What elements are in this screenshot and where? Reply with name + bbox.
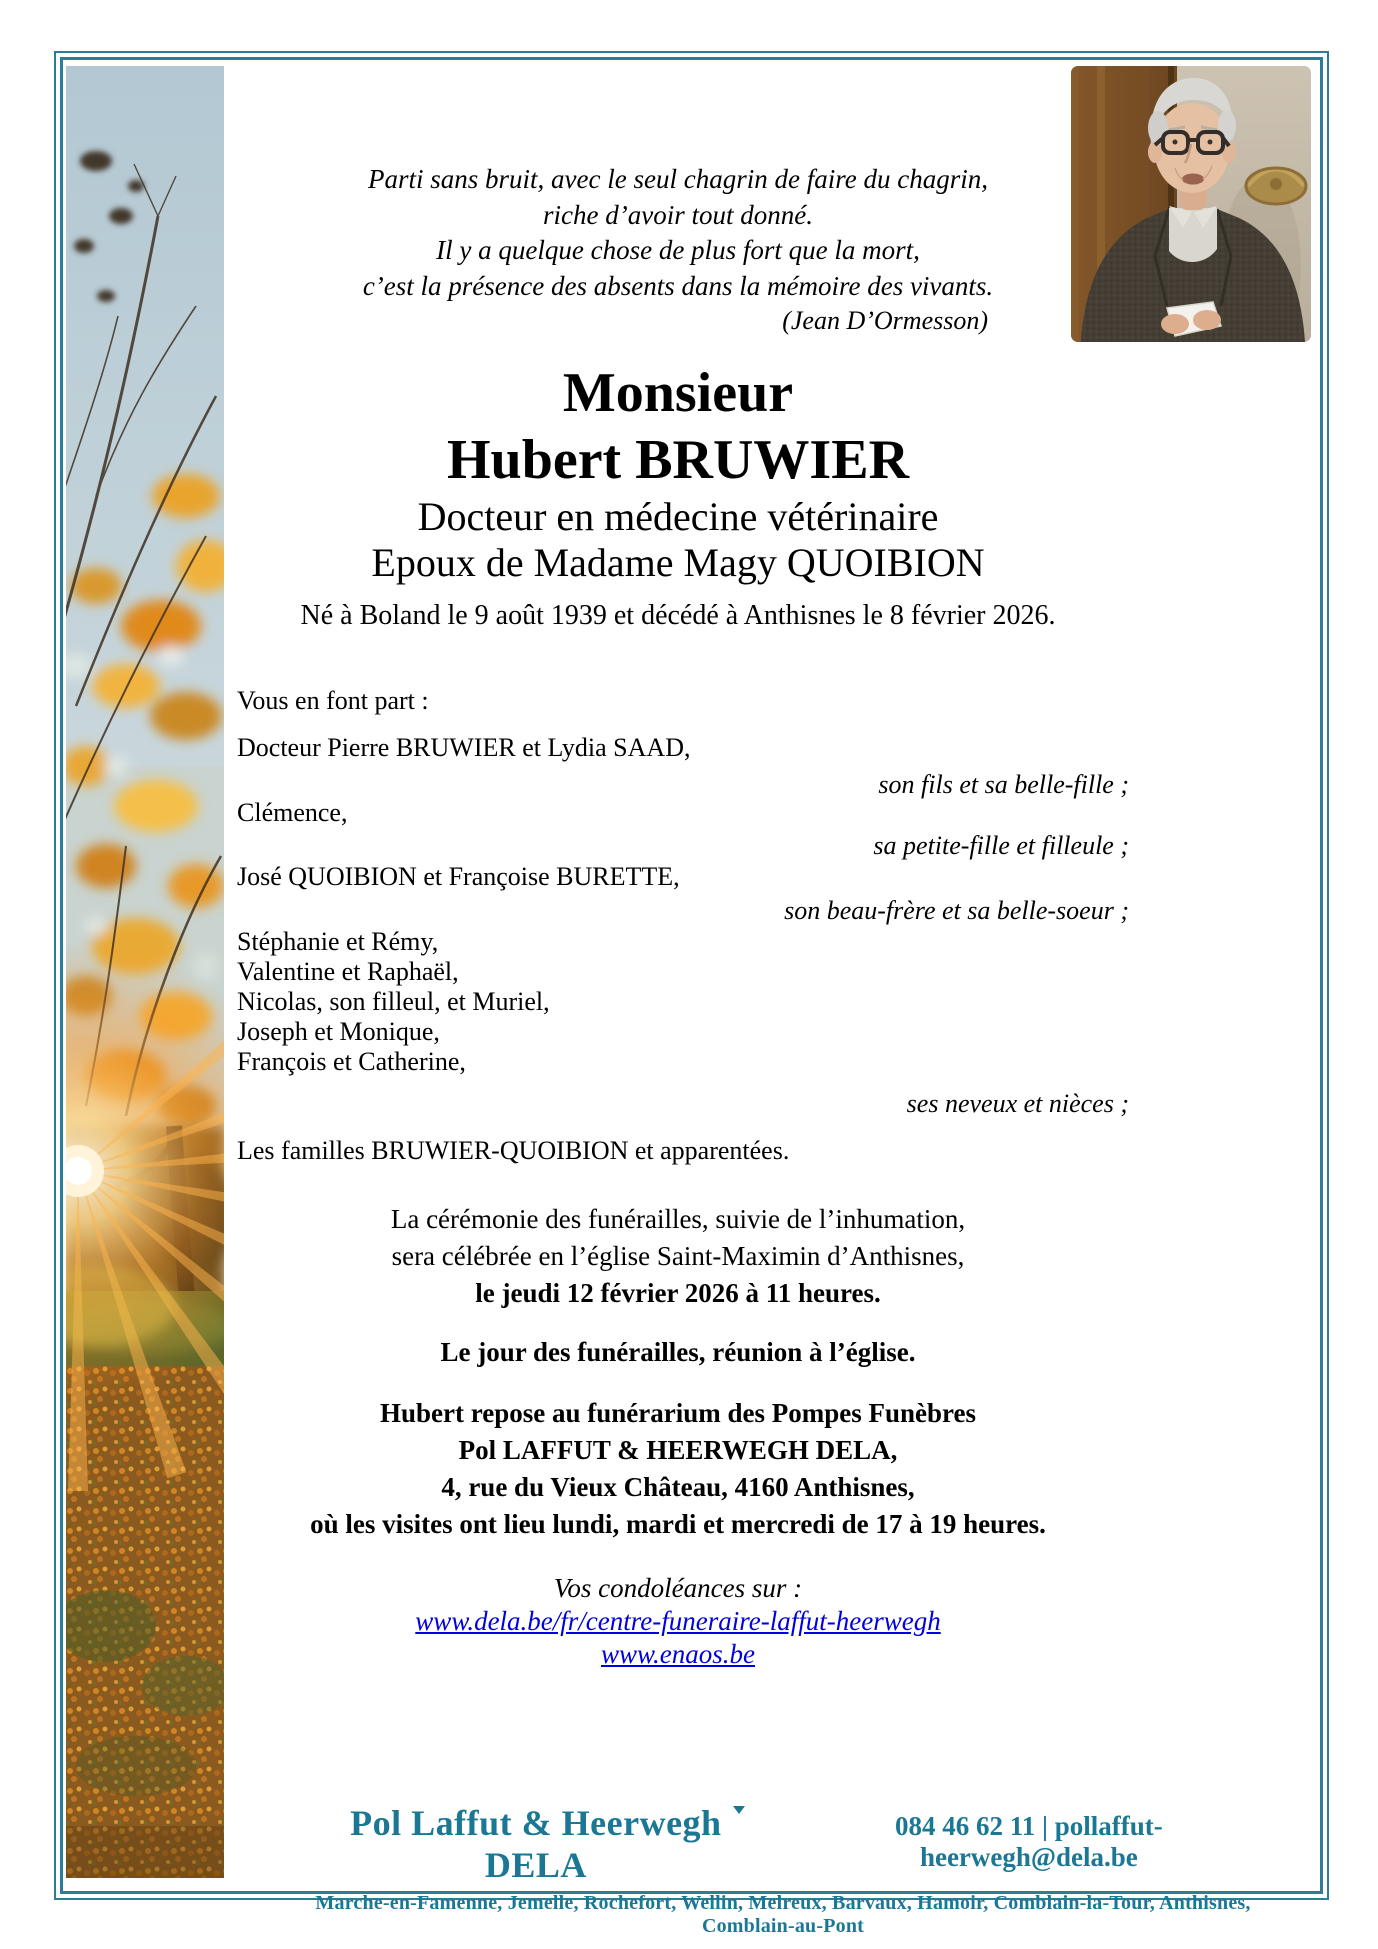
funeral-home-name: Pol LAFFUT & HEERWEGH DELA,	[458, 1435, 898, 1465]
condolences-label: Vos condoléances sur :	[553, 1573, 803, 1603]
quote-attribution: (Jean D’Ormesson)	[782, 306, 988, 335]
family-relation: ses neveux et nièces ;	[906, 1089, 1129, 1118]
deceased-name: Hubert BRUWIER	[446, 429, 910, 491]
quote-line: riche d’avoir tout donné.	[543, 199, 813, 230]
ceremony-date-line: le jeudi 12 février 2026 à 11 heures.	[475, 1278, 881, 1308]
family-names: Valentine et Raphaël,	[237, 957, 459, 986]
mouth	[1182, 174, 1204, 185]
funeral-home-logo: Pol Laffut & Heerwegh DELA	[303, 1802, 769, 1886]
deceased-spouse-line: Epoux de Madame Magy QUOIBION	[371, 540, 985, 585]
families-line: Les familles BRUWIER-QUOIBION et apparentées.	[237, 1136, 790, 1165]
quote-line: c’est la présence des absents dans la mémoire des vivants.	[362, 270, 994, 301]
condolences-block	[173, 1572, 1183, 1671]
hand	[1193, 310, 1221, 330]
family-relation: son fils et sa belle-fille ;	[878, 770, 1129, 799]
gathering-line: Le jour des funérailles, réunion à l’église.	[440, 1337, 916, 1367]
family-names: Docteur Pierre BRUWIER et Lydia SAAD,	[237, 733, 691, 762]
ceremony-line: sera célébrée en l’église Saint-Maximin d’Anthisnes,	[391, 1241, 965, 1271]
funeral-home-footer	[303, 1802, 1263, 1938]
family-relation: son beau-frère et sa belle-soeur ;	[784, 896, 1129, 925]
announcement-intro: Vous en font part :	[237, 686, 429, 715]
opening-quote	[173, 162, 1183, 337]
family-names: François et Catherine,	[237, 1047, 466, 1076]
footer-locations: Marche-en-Famenne, Jemelle, Rochefort, Wellin, Melreux, Barvaux, Hamoir, Comblain-la-Tour, Anthisnes, Comblain-au-Pont	[315, 1892, 1251, 1937]
repose-details	[173, 1395, 1183, 1543]
deceased-dates: Né à Boland le 9 août 1939 et décédé à Anthisnes le 8 février 2026.	[300, 600, 1056, 631]
condolences-link-dela[interactable]: www.dela.be/fr/centre-funeraire-laffut-heerwegh	[415, 1606, 941, 1636]
family-names: Clémence,	[237, 798, 348, 827]
quote-line: Parti sans bruit, avec le seul chagrin de faire du chagrin,	[368, 164, 988, 194]
family-names: Joseph et Monique,	[237, 1017, 440, 1046]
family-names: Nicolas, son filleul, et Muriel,	[237, 987, 550, 1016]
visiting-hours: où les visites ont lieu lundi, mardi et mercredi de 17 à 19 heures.	[310, 1509, 1046, 1539]
deceased-profession: Docteur en médecine vétérinaire	[417, 494, 939, 539]
repose-line: Hubert repose au funérarium des Pompes Funèbres	[380, 1398, 976, 1428]
family-relation: sa petite-fille et filleule ;	[873, 831, 1129, 860]
decorative-double-border	[60, 57, 1323, 1937]
family-names: Stéphanie et Rémy,	[237, 927, 439, 956]
condolences-link-enaos[interactable]: www.enaos.be	[601, 1639, 755, 1669]
deceased-title: Monsieur	[562, 362, 794, 424]
nephews-list	[237, 927, 1129, 1077]
footer-phone-email: 084 46 62 11 | pollaffut-heerwegh@dela.be	[895, 1811, 1163, 1872]
ceremony-line: La cérémonie des funérailles, suivie de l’inhumation,	[390, 1204, 966, 1234]
funeral-home-address: 4, rue du Vieux Château, 4160 Anthisnes,	[441, 1472, 915, 1502]
ceremony-details	[173, 1201, 1183, 1312]
quote-line: Il y a quelque chose de plus fort que la mort,	[436, 235, 920, 265]
gold-ornament	[1246, 168, 1306, 204]
dela-logo-triangle-icon	[733, 1806, 745, 1814]
family-names: José QUOIBION et Françoise BURETTE,	[237, 862, 680, 891]
deceased-header	[173, 360, 1183, 636]
